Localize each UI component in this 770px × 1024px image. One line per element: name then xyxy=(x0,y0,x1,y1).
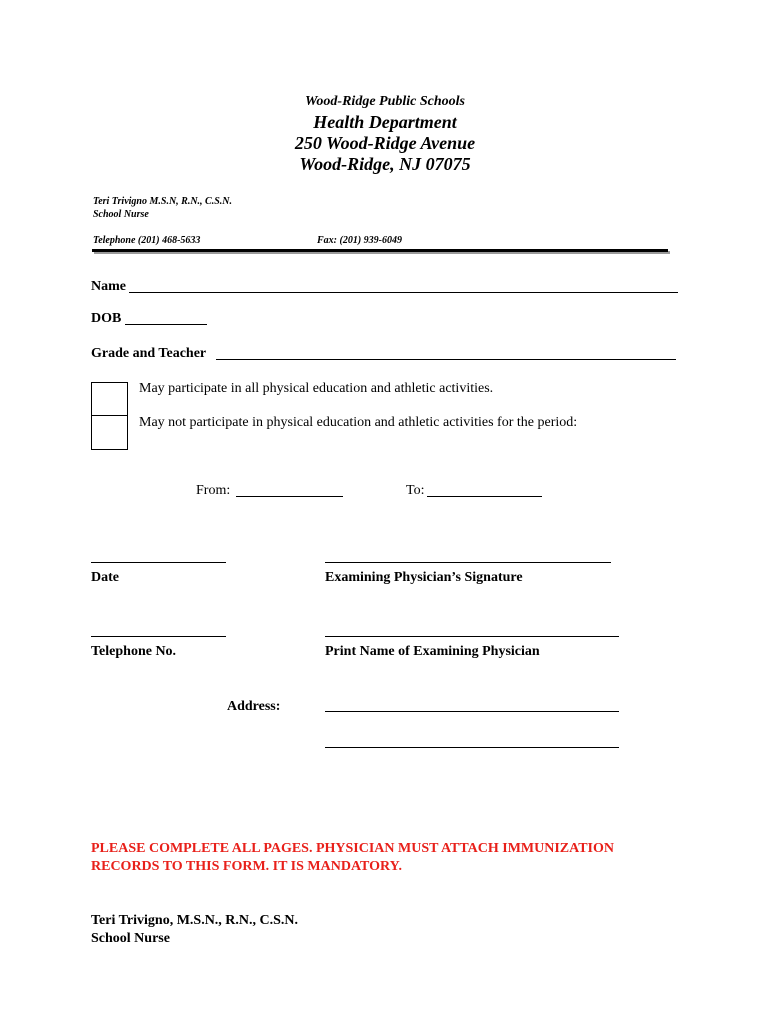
may-not-participate-text: May not participate in physical education and athletic activities for the period: xyxy=(139,415,578,430)
grade-teacher-label: Grade and Teacher xyxy=(91,346,207,361)
telephone: Telephone (201) 468-5633 xyxy=(93,235,201,246)
footer-title: School Nurse xyxy=(91,931,170,946)
nurse-title: School Nurse xyxy=(93,209,149,220)
dob-label: DOB xyxy=(91,311,122,326)
footer-name: Teri Trivigno, M.S.N., R.N., C.S.N. xyxy=(91,913,299,928)
name-field[interactable] xyxy=(129,292,678,293)
signature-field[interactable] xyxy=(325,562,611,563)
date-field[interactable] xyxy=(91,562,226,563)
telephone-field[interactable] xyxy=(91,636,226,637)
from-field[interactable] xyxy=(236,496,343,497)
may-participate-checkbox[interactable] xyxy=(91,382,128,416)
notice-line-1: PLEASE COMPLETE ALL PAGES. PHYSICIAN MUST ATTACH IMMUNIZATION xyxy=(91,841,615,856)
notice-line-2: RECORDS TO THIS FORM. IT IS MANDATORY. xyxy=(91,859,402,874)
from-label: From: xyxy=(196,483,231,498)
print-name-field[interactable] xyxy=(325,636,619,637)
name-label: Name xyxy=(91,279,126,294)
header-divider xyxy=(92,249,668,252)
org-name: Wood-Ridge Public Schools xyxy=(305,94,465,109)
telephone-label: Telephone No. xyxy=(91,644,177,659)
to-label: To: xyxy=(406,483,425,498)
signature-label: Examining Physician’s Signature xyxy=(325,570,523,585)
address-line-2[interactable] xyxy=(325,747,619,748)
to-field[interactable] xyxy=(427,496,542,497)
may-not-participate-checkbox[interactable] xyxy=(91,415,128,450)
date-label: Date xyxy=(91,570,119,585)
department-name: Health Department xyxy=(313,112,457,132)
fax: Fax: (201) 939-6049 xyxy=(317,235,402,246)
may-participate-text: May participate in all physical education and athletic activities. xyxy=(139,381,494,396)
address-line-1[interactable] xyxy=(325,711,619,712)
street-address: 250 Wood-Ridge Avenue xyxy=(294,133,476,153)
print-name-label: Print Name of Examining Physician xyxy=(325,644,540,659)
grade-teacher-field[interactable] xyxy=(216,359,676,360)
nurse-name: Teri Trivigno M.S.N, R.N., C.S.N. xyxy=(93,196,233,207)
dob-field[interactable] xyxy=(125,324,207,325)
city-address: Wood-Ridge, NJ 07075 xyxy=(299,154,471,174)
address-label: Address: xyxy=(227,699,281,714)
